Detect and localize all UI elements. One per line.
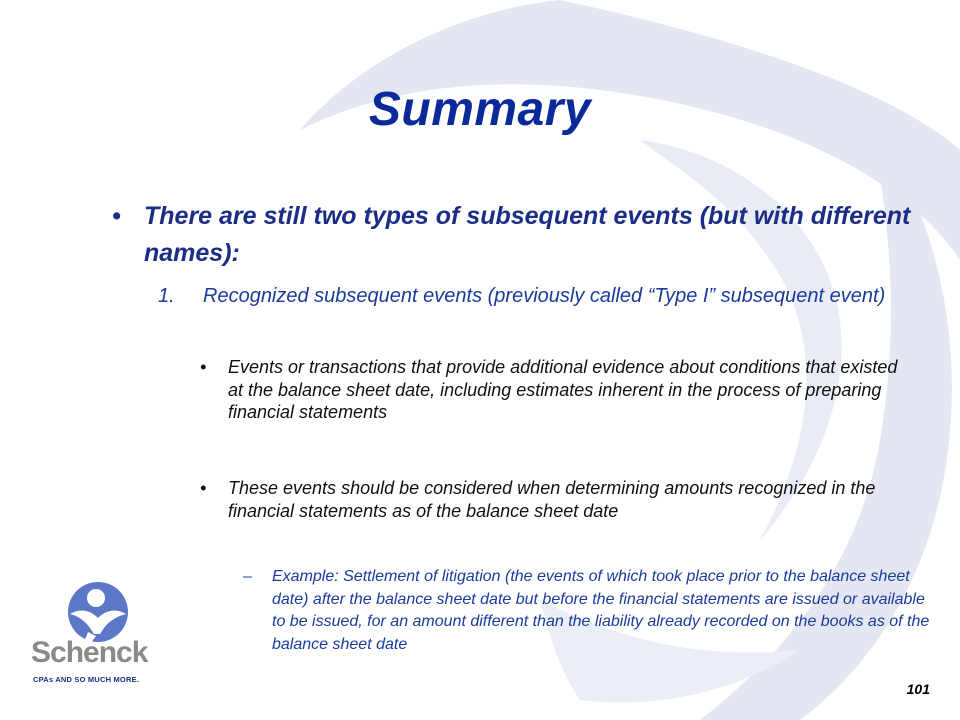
sub-bullet-marker: • bbox=[200, 357, 207, 377]
numbered-text: Recognized subsequent events (previously called “Type I” subsequent event) bbox=[203, 285, 886, 307]
sub-bullet-text: These events should be considered when determining amounts recognized in the financial statements as of the balance sheet date bbox=[228, 478, 876, 521]
sub-bullet-item bbox=[200, 477, 900, 522]
bullet-marker: • bbox=[112, 202, 121, 230]
slide-title: Summary bbox=[368, 83, 592, 136]
page-number: 101 bbox=[906, 681, 930, 697]
logo-tagline: CPAs AND SO MUCH MORE. bbox=[33, 675, 140, 684]
sub-bullet-marker: • bbox=[200, 478, 207, 498]
bullet-item bbox=[112, 198, 932, 272]
sub-bullet-text: Events or transactions that provide additional evidence about conditions that existed at the balance sheet date, including estimates inherent in the process of preparing financial statements bbox=[228, 357, 898, 422]
dash-item bbox=[243, 566, 933, 656]
numbered-marker: 1. bbox=[158, 285, 175, 307]
dash-marker: – bbox=[243, 568, 252, 585]
bullet-text: There are still two types of subsequent events (but with different names): bbox=[144, 202, 911, 267]
sub-bullet-item bbox=[200, 356, 900, 424]
logo-wordmark: Schenck bbox=[31, 636, 148, 669]
dash-text: Example: Settlement of litigation (the events of which took place prior to the balance sheet date) after the balance sheet date but before the financial statements are issued or available to be issued, for an amount different than the liability already recorded on the books as of the balance sheet date bbox=[272, 568, 930, 653]
numbered-item bbox=[158, 282, 918, 311]
